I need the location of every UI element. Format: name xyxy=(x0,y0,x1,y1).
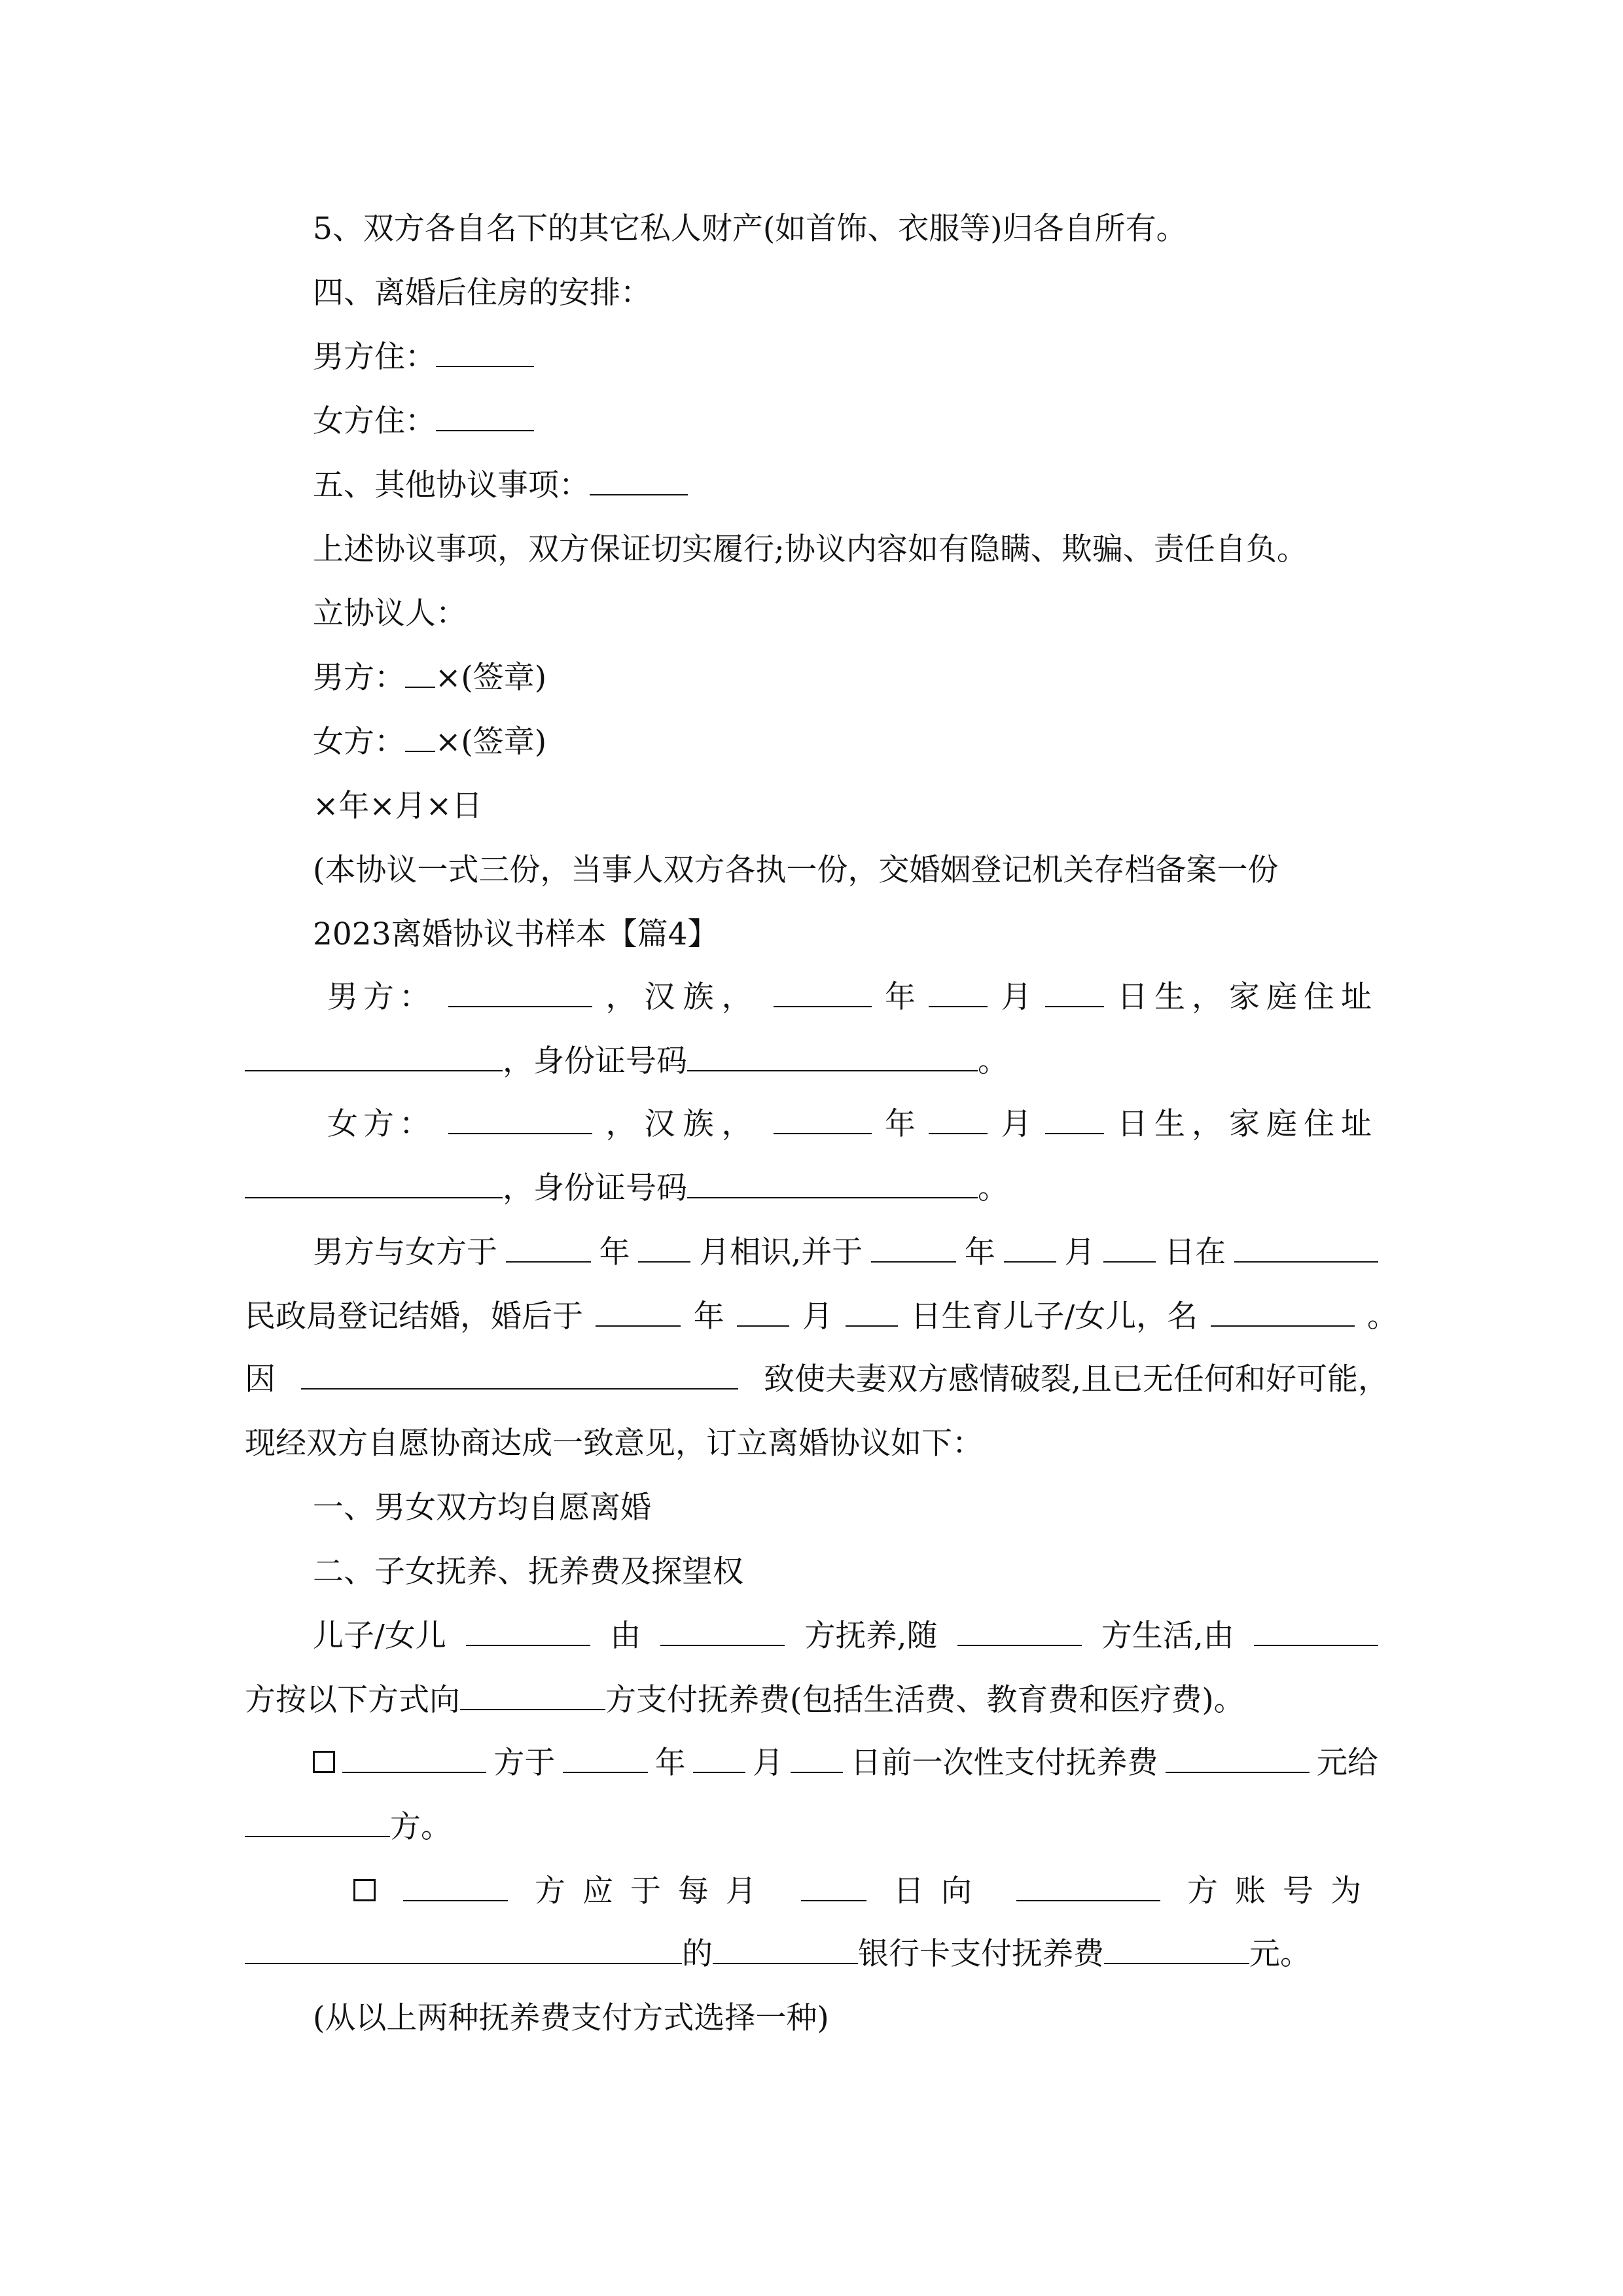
yuan-text: 元。 xyxy=(1249,1936,1311,1972)
blank-field xyxy=(436,341,534,367)
breakdown-text: 致使夫妻双方感情破裂,且已无任何和好可能， xyxy=(764,1361,1389,1397)
by-label: 由 xyxy=(610,1618,641,1654)
birth-address-label: 日生，家庭住址 xyxy=(1117,1106,1378,1142)
payment-choice-note: (从以上两种抚养费支付方式选择一种) xyxy=(313,2000,829,2036)
text-line-private-property: 5、双方各自名下的其它私人财产(如首饰、衣服等)归各自所有。 xyxy=(313,211,1187,247)
blank-field xyxy=(563,1747,648,1773)
blank-field xyxy=(1166,1747,1310,1773)
blank-field xyxy=(245,1938,682,1964)
year-label: 年 xyxy=(885,979,916,1015)
year-label: 年 xyxy=(964,1234,995,1270)
text-line-copies: (本协议一式三份，当事人双方各执一份，交婚姻登记机关存档备案一份 xyxy=(313,852,1279,888)
section-title-part-4: 2023离婚协议书样本【篇4】 xyxy=(313,916,719,952)
day-at-text: 日在 xyxy=(1164,1234,1226,1270)
option-2-checkbox[interactable] xyxy=(353,1879,376,1901)
blank-field xyxy=(245,1045,503,1071)
month-label: 月 xyxy=(802,1299,833,1335)
cause-label: 因 xyxy=(245,1361,276,1397)
female-party-label: 女方： xyxy=(327,1106,435,1142)
seal-text: ×(签章) xyxy=(435,660,547,696)
custody-line-1 xyxy=(313,1617,1378,1656)
clause-2-child-support-heading: 二、子女抚养、抚养费及探望权 xyxy=(313,1554,743,1590)
other-matters-label: 五、其他协议事项： xyxy=(313,467,590,503)
blank-field xyxy=(1004,1236,1056,1263)
blank-field xyxy=(460,1684,605,1710)
other-matters-line xyxy=(313,466,688,505)
housing-male-line xyxy=(313,338,534,377)
marriage-line-2 xyxy=(245,1297,1398,1336)
marriage-line-4: 现经双方自愿协商达成一致意见，订立离婚协议如下： xyxy=(245,1426,983,1462)
of-text: 的 xyxy=(682,1936,713,1972)
month-label: 月 xyxy=(1001,979,1032,1015)
year-label: 年 xyxy=(885,1106,916,1142)
male-party-info-line xyxy=(327,978,1378,1017)
male-party-id-line xyxy=(245,1042,1008,1081)
period: 。 xyxy=(1366,1299,1398,1335)
payment-option-2-line-2 xyxy=(245,1935,1311,1974)
male-party-label: 男方： xyxy=(327,979,435,1015)
signature-female-label: 女方： xyxy=(313,724,405,760)
blank-field xyxy=(638,1236,690,1263)
blank-field xyxy=(713,1938,858,1964)
payment-method-text: 方按以下方式向 xyxy=(245,1682,460,1718)
monthly-text: 方应于每月 xyxy=(535,1873,774,1909)
ethnicity-text: ，汉族， xyxy=(605,979,760,1015)
period: 。 xyxy=(978,1170,1008,1206)
blank-field xyxy=(436,405,534,431)
blank-field xyxy=(871,1236,956,1263)
blank-field xyxy=(448,981,592,1007)
blank-field xyxy=(1016,1875,1160,1901)
party-on-text: 方于 xyxy=(493,1745,556,1781)
blank-field xyxy=(687,1172,978,1198)
month-label: 月 xyxy=(1064,1234,1096,1270)
female-party-id-line xyxy=(245,1169,1008,1208)
bank-card-text: 银行卡支付抚养费 xyxy=(858,1936,1104,1972)
blank-field xyxy=(1104,1938,1249,1964)
blank-field xyxy=(405,726,435,752)
blank-field xyxy=(1045,981,1104,1007)
signature-male-label: 男方： xyxy=(313,660,405,696)
blank-field xyxy=(466,1620,590,1646)
year-label: 年 xyxy=(654,1745,686,1781)
payment-option-1-line xyxy=(313,1744,1378,1783)
payment-option-2-line xyxy=(353,1872,1378,1911)
blank-field xyxy=(448,1108,592,1134)
blank-field xyxy=(660,1620,785,1646)
blank-field xyxy=(405,662,435,688)
clause-1-voluntary-divorce: 一、男女双方均自愿离婚 xyxy=(313,1490,651,1526)
blank-field xyxy=(1234,1236,1378,1263)
month-label: 月 xyxy=(1001,1106,1032,1142)
year-label: 年 xyxy=(693,1299,724,1335)
custody-text: 方抚养,随 xyxy=(804,1618,938,1654)
blank-field xyxy=(506,1236,591,1263)
blank-field xyxy=(929,1108,988,1134)
blank-field xyxy=(791,1747,843,1773)
period: 。 xyxy=(978,1043,1008,1079)
blank-field xyxy=(245,1811,390,1837)
housing-male-label: 男方住： xyxy=(313,339,436,375)
marriage-line-3 xyxy=(245,1360,1389,1399)
blank-field xyxy=(801,1875,866,1901)
id-number-label: ，身份证号码 xyxy=(503,1170,687,1206)
signature-male-line xyxy=(313,658,546,698)
id-number-label: ，身份证号码 xyxy=(503,1043,687,1079)
blank-field xyxy=(342,1747,486,1773)
signature-female-line xyxy=(313,723,546,762)
live-with-text: 方生活,由 xyxy=(1101,1618,1234,1654)
yuan-to-text: 元给 xyxy=(1316,1745,1378,1781)
custody-line-2 xyxy=(245,1681,1245,1720)
housing-female-line xyxy=(313,402,534,441)
payment-option-1-line-2 xyxy=(245,1808,452,1847)
blank-field xyxy=(774,1108,872,1134)
section-housing-heading: 四、离婚后住房的安排： xyxy=(313,275,651,311)
text-line-guarantee: 上述协议事项，双方保证切实履行;协议内容如有隐瞒、欺骗、责任自负。 xyxy=(313,531,1308,567)
day-to-text: 日向 xyxy=(893,1873,989,1909)
blank-field xyxy=(403,1875,508,1901)
signatories-label: 立协议人： xyxy=(313,596,467,632)
date-line: ×年×月×日 xyxy=(313,788,483,824)
birth-address-label: 日生，家庭住址 xyxy=(1117,979,1378,1015)
blank-field xyxy=(1254,1620,1378,1646)
blank-field xyxy=(1103,1236,1156,1263)
ethnicity-text: ，汉族， xyxy=(605,1106,760,1142)
blank-field xyxy=(957,1620,1082,1646)
account-text: 方账号为 xyxy=(1187,1873,1378,1909)
female-party-info-line xyxy=(327,1105,1378,1144)
blank-field xyxy=(245,1172,503,1198)
marriage-text: 男方与女方于 xyxy=(313,1234,497,1270)
registration-text: 民政局登记结婚，婚后于 xyxy=(245,1299,583,1335)
support-fee-text: 方支付抚养费(包括生活费、教育费和医疗费)。 xyxy=(605,1682,1245,1718)
blank-field xyxy=(687,1045,978,1071)
child-label: 儿子/女儿 xyxy=(313,1618,446,1654)
lump-sum-text: 日前一次性支付抚养费 xyxy=(850,1745,1158,1781)
housing-female-label: 女方住： xyxy=(313,403,436,439)
blank-field xyxy=(929,981,988,1007)
marriage-line-1 xyxy=(313,1233,1378,1272)
option-1-checkbox[interactable] xyxy=(313,1751,335,1773)
blank-field xyxy=(774,981,872,1007)
blank-field xyxy=(693,1747,745,1773)
blank-field xyxy=(301,1363,738,1390)
blank-field xyxy=(590,469,688,495)
blank-field xyxy=(1045,1108,1104,1134)
blank-field xyxy=(846,1300,898,1327)
year-label: 年 xyxy=(599,1234,630,1270)
seal-text: ×(签章) xyxy=(435,724,547,760)
month-label: 月 xyxy=(753,1745,784,1781)
blank-field xyxy=(596,1300,681,1327)
blank-field xyxy=(737,1300,789,1327)
acquaint-text: 月相识,并于 xyxy=(699,1234,863,1270)
blank-field xyxy=(1211,1300,1355,1327)
child-birth-text: 日生育儿子/女儿，名 xyxy=(910,1299,1198,1335)
party-period-text: 方。 xyxy=(390,1809,452,1845)
